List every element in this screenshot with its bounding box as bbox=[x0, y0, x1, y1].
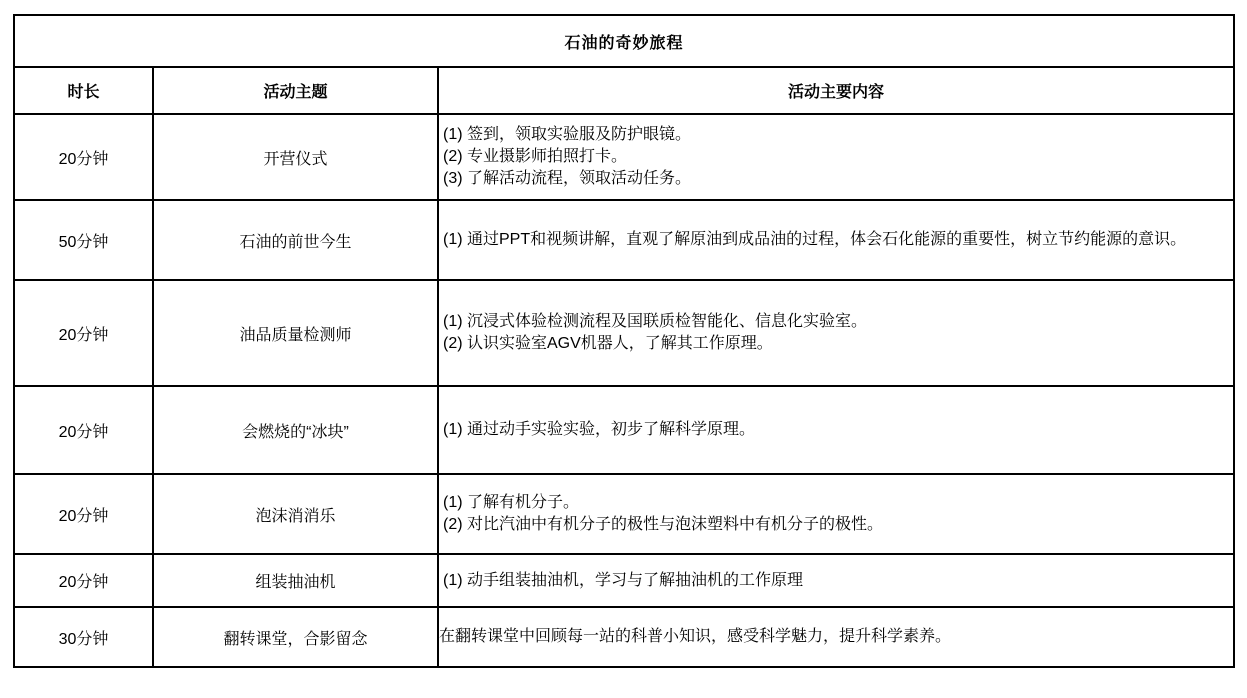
column-header-theme: 活动主题 bbox=[153, 67, 438, 114]
content-line: (2) 专业摄影师拍照打卡。 bbox=[443, 148, 628, 165]
content-cell bbox=[438, 474, 1234, 554]
header-row bbox=[14, 67, 1234, 114]
content-line: (1) 了解有机分子。 bbox=[443, 494, 580, 511]
table-row bbox=[14, 386, 1234, 474]
content-line: (3) 了解活动流程，领取活动任务。 bbox=[443, 170, 692, 187]
title-row bbox=[14, 15, 1234, 67]
table-row bbox=[14, 200, 1234, 280]
content-line: (2) 认识实验室AGV机器人，了解其工作原理。 bbox=[443, 335, 773, 352]
table-row bbox=[14, 554, 1234, 607]
theme-cell: 翻转课堂，合影留念 bbox=[153, 607, 438, 667]
content-line: 在翻转课堂中回顾每一站的科普小知识，感受科学魅力，提升科学素养。 bbox=[439, 628, 952, 645]
table-title: 石油的奇妙旅程 bbox=[14, 15, 1234, 67]
content-cell bbox=[438, 200, 1234, 280]
duration-cell: 50分钟 bbox=[14, 200, 153, 280]
duration-cell: 20分钟 bbox=[14, 386, 153, 474]
duration-cell: 20分钟 bbox=[14, 114, 153, 200]
content-line: (2) 对比汽油中有机分子的极性与泡沫塑料中有机分子的极性。 bbox=[443, 516, 884, 533]
duration-cell: 20分钟 bbox=[14, 474, 153, 554]
content-cell bbox=[438, 280, 1234, 386]
content-line: (1) 通过动手实验实验，初步了解科学原理。 bbox=[443, 421, 756, 438]
theme-cell: 石油的前世今生 bbox=[153, 200, 438, 280]
table-row bbox=[14, 114, 1234, 200]
theme-cell: 组装抽油机 bbox=[153, 554, 438, 607]
content-line: (1) 通过PPT和视频讲解，直观了解原油到成品油的过程，体会石化能源的重要性，树立节约能源的意识。 bbox=[443, 231, 1187, 248]
column-header-duration: 时长 bbox=[14, 67, 153, 114]
activity-schedule-table bbox=[13, 14, 1235, 668]
theme-cell: 油品质量检测师 bbox=[153, 280, 438, 386]
content-line: (1) 动手组装抽油机，学习与了解抽油机的工作原理 bbox=[443, 571, 804, 589]
content-cell bbox=[438, 554, 1234, 607]
content-cell bbox=[438, 386, 1234, 474]
content-line: (1) 签到，领取实验服及防护眼镜。 bbox=[443, 126, 692, 143]
table-row bbox=[14, 474, 1234, 554]
theme-cell: 泡沫消消乐 bbox=[153, 474, 438, 554]
content-cell bbox=[438, 607, 1234, 667]
table-row bbox=[14, 607, 1234, 667]
theme-cell: 会燃烧的“冰块” bbox=[153, 386, 438, 474]
content-cell bbox=[438, 114, 1234, 200]
duration-cell: 20分钟 bbox=[14, 554, 153, 607]
content-line: (1) 沉浸式体验检测流程及国联质检智能化、信息化实验室。 bbox=[443, 313, 868, 330]
column-header-content: 活动主要内容 bbox=[438, 67, 1234, 114]
table-row bbox=[14, 280, 1234, 386]
duration-cell: 30分钟 bbox=[14, 607, 153, 667]
duration-cell: 20分钟 bbox=[14, 280, 153, 386]
theme-cell: 开营仪式 bbox=[153, 114, 438, 200]
